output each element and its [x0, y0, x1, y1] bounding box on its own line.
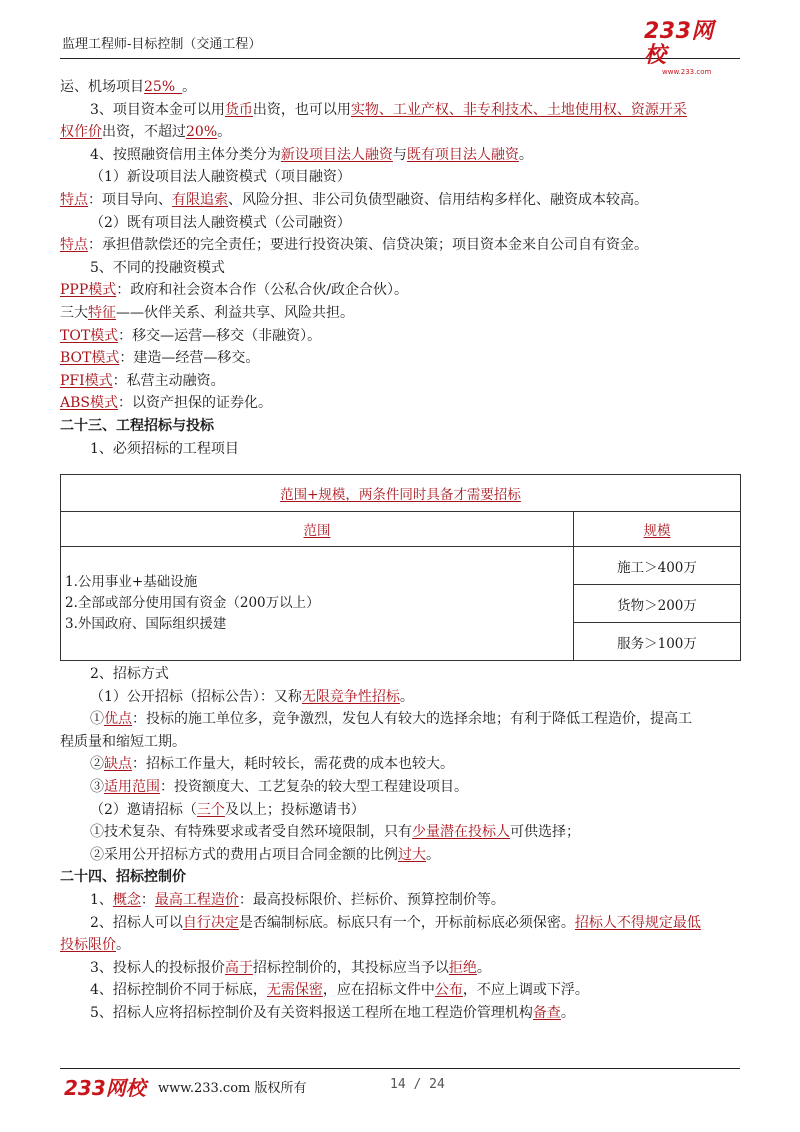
text-line	[60, 279, 740, 302]
highlighted-term: 招标人不得规定最低	[574, 914, 701, 931]
text-line	[90, 957, 740, 980]
text-line	[90, 212, 740, 235]
text-line	[90, 912, 740, 935]
text-span: 3、项目资本金可以用	[90, 101, 225, 118]
highlighted-term: 权作价	[60, 124, 102, 141]
text-span: ：招标工作量大，耗时较长，需花费的成本也较大。	[132, 756, 454, 773]
highlighted-term: 既有项目法人融资	[406, 146, 519, 163]
footer-copyright: www.233.com 版权所有	[158, 1081, 307, 1096]
text-line	[60, 731, 740, 754]
text-line	[60, 234, 740, 257]
scale-item-construction: 施工＞400万	[574, 547, 741, 585]
text-span: （1）新设项目法人融资模式（项目融资）	[90, 169, 351, 186]
text-span: 5、不同的投融资模式	[90, 259, 225, 276]
text-span: ②	[90, 756, 104, 773]
text-span: 4、按照融资信用主体分类分为	[90, 146, 281, 163]
text-line	[60, 415, 740, 438]
highlighted-term: 最高工程造价	[154, 891, 239, 908]
text-span: 出资，也可以用	[252, 101, 351, 118]
text-line	[90, 438, 740, 461]
text-line	[60, 76, 740, 99]
text-span: 。	[182, 79, 197, 95]
text-span: ：私营主动融资。	[112, 372, 225, 389]
text-span: 1、	[90, 891, 113, 908]
text-line	[60, 302, 740, 325]
highlighted-term: 拒绝	[448, 959, 477, 976]
highlighted-term: 新设项目法人融资	[280, 146, 393, 163]
scope-item: 3.外国政府、国际组织援建	[65, 616, 227, 632]
text-span: 。	[476, 959, 491, 976]
highlighted-term: ABS模式	[60, 395, 118, 412]
highlighted-term: 特点	[60, 191, 88, 208]
text-span: 运、机场项目	[60, 79, 144, 95]
highlighted-term: 高于	[224, 959, 253, 976]
highlighted-term: 无限竞争性招标	[301, 688, 400, 705]
text-span: ：	[140, 891, 155, 908]
text-line	[90, 1002, 740, 1025]
highlighted-term: 货币	[224, 101, 253, 118]
text-span: ：投资额度大、工艺复杂的较大型工程建设项目。	[160, 778, 468, 795]
text-span: ②采用公开招标方式的费用占项目合同金额的比例	[90, 846, 398, 863]
text-span: ①技术复杂、有特殊要求或者受自然环境限制，只有	[90, 824, 412, 841]
brand-logo	[644, 19, 736, 76]
highlighted-term: 20%	[186, 124, 218, 141]
text-span: ：最高投标限价、拦标价、预算控制价等。	[238, 891, 505, 908]
text-line	[60, 370, 740, 393]
text-span: （1）公开招标（招标公告）：又称	[90, 688, 302, 705]
text-span: 出资，不超过	[102, 124, 186, 141]
text-span: 。	[560, 1004, 575, 1021]
scope-list-cell	[61, 547, 574, 661]
text-span: ①	[90, 711, 104, 728]
highlighted-term: 备查	[532, 1004, 561, 1021]
brand-logo-text: 233网校	[644, 19, 714, 68]
text-span: （2）邀请招标（	[90, 801, 197, 818]
text-span: ，不应上调或下浮。	[462, 982, 589, 999]
highlighted-term: 自行决定	[182, 914, 239, 931]
scope-label: 范围	[303, 523, 331, 539]
text-span: ：投标的施工单位多，竞争激烈，发包人有较大的选择余地；有利于降低工程造价，提高工	[132, 711, 692, 728]
highlighted-term: PFI模式	[60, 372, 113, 389]
highlighted-term: 实物、工业产权、非专利技术、土地使用权、资源开采	[350, 101, 687, 118]
table-col-scale	[574, 512, 741, 547]
highlighted-term: 25%_	[144, 79, 183, 95]
text-line	[60, 325, 740, 348]
text-line	[90, 776, 740, 799]
text-line	[90, 99, 740, 122]
text-span: 5、招标人应将招标控制价及有关资料报送工程所在地工程造价管理机构	[90, 1004, 533, 1021]
text-line	[90, 889, 740, 912]
text-line	[90, 753, 740, 776]
text-span: ：移交—运营—移交（非融资）。	[118, 327, 322, 344]
highlighted-term: 概念	[112, 891, 141, 908]
text-span: 二十四、招标控制价	[60, 869, 186, 886]
text-line	[60, 392, 740, 415]
text-line	[90, 663, 740, 686]
document-title: 监理工程师-目标控制（交通工程）	[62, 37, 262, 52]
page-footer	[60, 1068, 740, 1099]
document-body-top	[60, 76, 740, 460]
text-span: ：项目导向、	[88, 191, 172, 208]
highlighted-term: 特点	[60, 237, 88, 254]
text-span: 与	[392, 146, 407, 163]
text-span: 3、投标人的投标报价	[90, 959, 225, 976]
text-span: 、风险分担、非公司负债型融资、信用结构多样化、融资成本较高。	[228, 191, 648, 208]
text-line	[90, 799, 740, 822]
table-col-scope	[61, 512, 574, 547]
text-span: 及以上；投标邀请书）	[224, 801, 365, 818]
text-span: ——伙伴关系、利益共享、风险共担。	[116, 304, 354, 321]
highlighted-term: 无需保密	[266, 982, 323, 999]
scale-item-goods: 货物＞200万	[574, 585, 741, 623]
text-span: 是否编制标底。标底只有一个，开标前标底必须保密。	[238, 914, 575, 931]
highlighted-term: PPP模式	[60, 282, 117, 299]
scope-item: 1.公用事业+基础设施	[65, 574, 198, 590]
text-line	[60, 121, 740, 144]
text-span: （2）既有项目法人融资模式（公司融资）	[90, 214, 351, 231]
highlighted-term: 有限追索	[172, 191, 228, 208]
highlighted-term: TOT模式	[60, 327, 119, 344]
text-span: ：承担借款偿还的完全责任；要进行投资决策、信贷决策；项目资本金来自公司自有资金。	[88, 237, 648, 254]
page-number: 14 / 24	[390, 1077, 445, 1092]
text-line	[90, 257, 740, 280]
highlighted-term: 少量潜在投标人	[412, 824, 510, 841]
footer-logo: 233网校	[64, 1076, 146, 1100]
text-span: 程质量和缩短工期。	[60, 733, 186, 750]
text-line	[60, 347, 740, 370]
scale-label: 规模	[643, 523, 671, 539]
text-line	[60, 189, 740, 212]
highlighted-term: 公布	[434, 982, 463, 999]
text-span: 。	[426, 846, 440, 863]
text-span: 。	[518, 146, 533, 163]
text-span: 三大	[60, 304, 88, 321]
text-line	[90, 844, 740, 867]
scale-item-services: 服务＞100万	[574, 623, 741, 661]
highlighted-term: 适用范围	[104, 778, 160, 795]
highlighted-term: 特征	[88, 304, 116, 321]
text-span: 。	[116, 937, 130, 954]
highlighted-term: 投标限价	[60, 937, 116, 954]
highlighted-term: 三个	[196, 801, 225, 818]
table-header-text: 范围+规模，两条件同时具备才需要招标	[280, 487, 521, 503]
text-span: 可供选择；	[510, 824, 580, 841]
text-span: ：以资产担保的证券化。	[118, 395, 272, 412]
brand-logo-url: www.233.com	[662, 68, 712, 76]
text-span: ：建造—经营—移交。	[119, 350, 260, 367]
text-span: 。	[399, 688, 414, 705]
highlighted-term: 缺点	[104, 756, 132, 773]
text-span: ，应在招标文件中	[322, 982, 435, 999]
text-line	[90, 708, 740, 731]
text-span: 招标控制价的，其投标应当予以	[252, 959, 449, 976]
text-span: 2、招标人可以	[90, 914, 183, 931]
text-line	[90, 686, 740, 709]
highlighted-term: 过大	[398, 846, 426, 863]
text-span: ：政府和社会资本合作（公私合伙/政企合伙）。	[116, 282, 408, 299]
text-line	[90, 821, 740, 844]
text-line	[90, 166, 740, 189]
text-span: 二十三、工程招标与投标	[60, 417, 214, 434]
text-span: 4、招标控制价不同于标底，	[90, 982, 267, 999]
scope-item: 2.全部或部分使用国有资金（200万以上）	[65, 595, 320, 611]
document-body-bottom	[60, 663, 740, 1025]
bidding-requirement-table	[60, 474, 741, 661]
text-line	[90, 979, 740, 1002]
text-line	[60, 934, 740, 957]
text-line	[90, 144, 740, 167]
text-span: ③	[90, 778, 104, 795]
page-header	[60, 19, 740, 76]
text-span: 2、招标方式	[90, 666, 169, 682]
highlighted-term: BOT模式	[60, 350, 120, 367]
table-header-cell	[61, 475, 741, 512]
text-span: 。	[217, 124, 232, 141]
highlighted-term: 优点	[104, 711, 132, 728]
text-line	[60, 866, 740, 889]
text-span: 1、必须招标的工程项目	[90, 440, 239, 457]
